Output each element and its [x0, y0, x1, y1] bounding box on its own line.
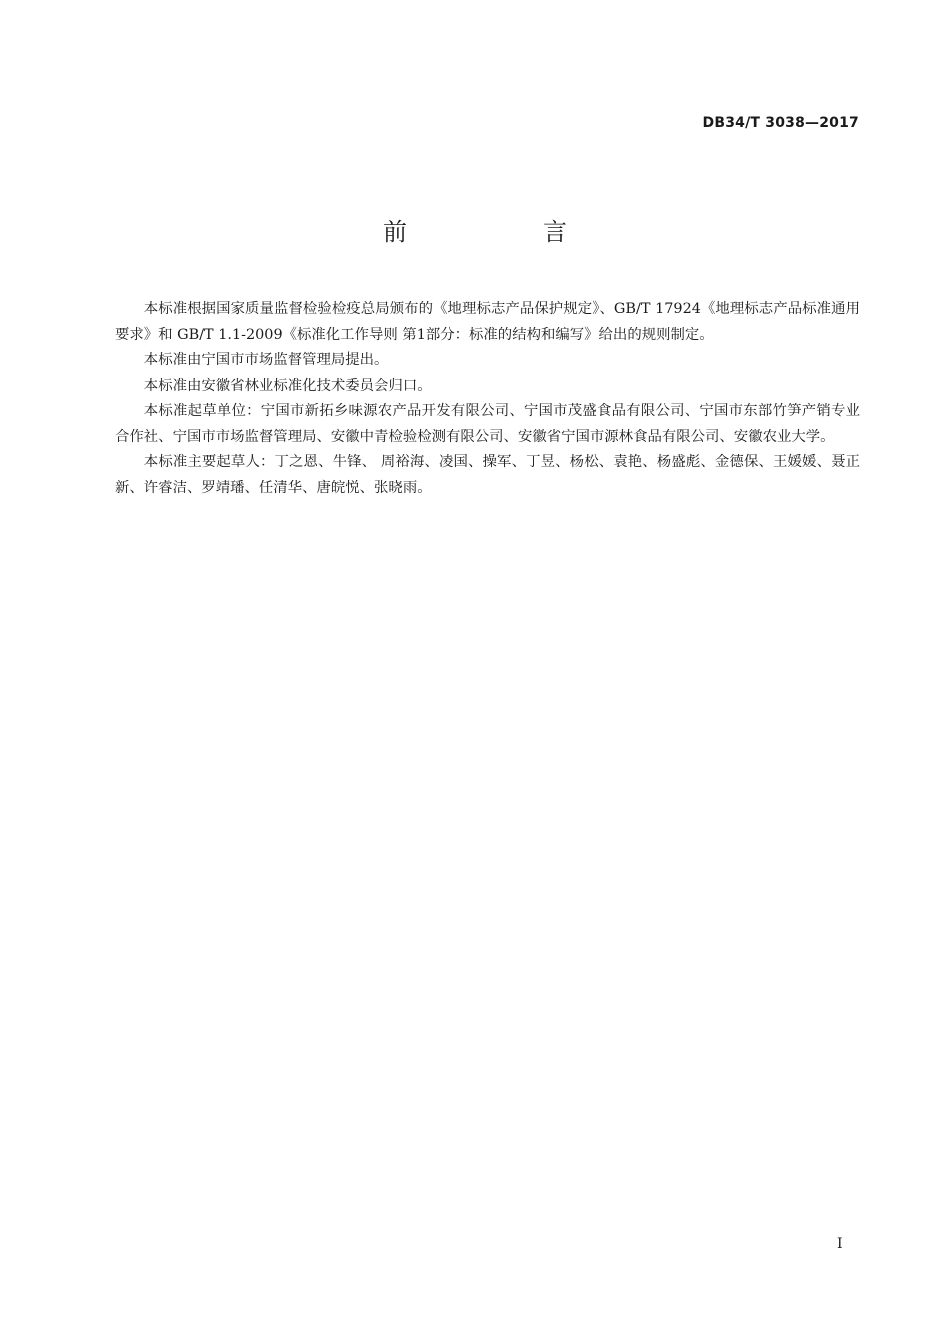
- paragraph-centralized-by: 本标准由安徽省林业标准化技术委员会归口。: [143, 377, 432, 394]
- foreword-body: [115, 297, 860, 501]
- page-title: 前 言: [383, 218, 623, 246]
- paragraph-drafters: 本标准主要起草人：丁之恩、牛锋、 周裕海、凌国、操军、丁昱、杨松、袁艳、杨盛彪、金德保、王媛媛、聂正新、许睿洁、罗靖璠、任清华、唐皖悦、张晓雨。: [115, 454, 860, 496]
- document-code: DB34/T 3038—2017: [702, 115, 859, 131]
- page-number: I: [837, 1236, 843, 1252]
- paragraph-basis: 本标准根据国家质量监督检验检疫总局颁布的《地理标志产品保护规定》、GB/T 17924《地理标志产品标准通用要求》和 GB/T 1.1-2009《标准化工作导则 第1部分：标准的结构和编写》给出的规则制定。: [115, 301, 860, 343]
- paragraph-proposer: 本标准由宁国市市场监督管理局提出。: [143, 352, 389, 368]
- paragraph-drafting-units: 本标准起草单位：宁国市新拓乡味源农产品开发有限公司、宁国市茂盛食品有限公司、宁国市东部竹笋产销专业合作社、宁国市市场监督管理局、安徽中青检验检测有限公司、安徽省宁国市源林食品有限公司、安徽农业大学。: [115, 403, 860, 445]
